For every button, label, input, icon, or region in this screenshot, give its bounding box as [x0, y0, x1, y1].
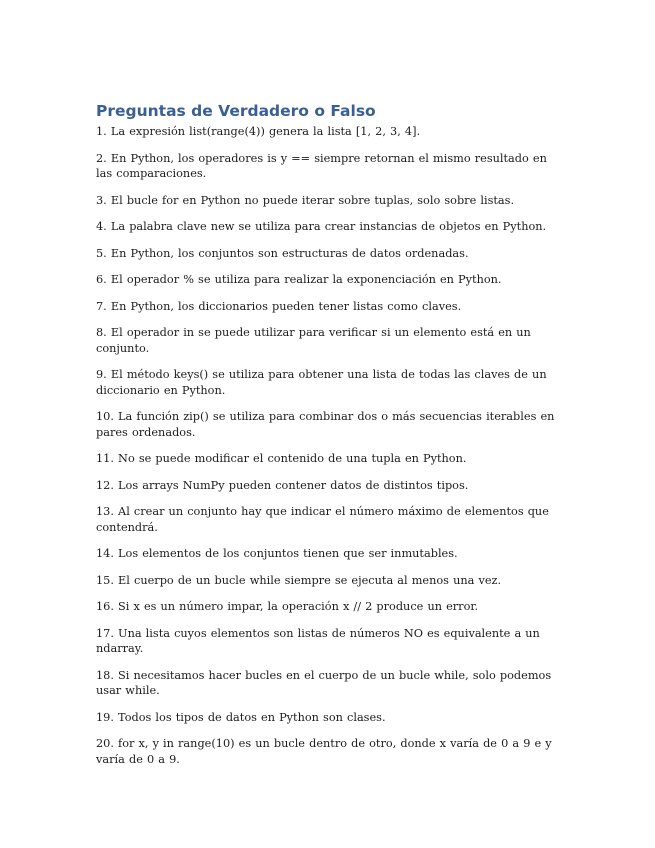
question-3: 3. El bucle for en Python no puede iterar sobre tuplas, solo sobre listas. — [96, 193, 515, 207]
question-6: 6. El operador % se utiliza para realizar la exponenciación en Python. — [96, 273, 502, 286]
question-10: 10. La función zip() se utiliza para combinar dos o más secuencias iterables en pares ordenados. — [96, 410, 555, 439]
question-4: 4. La palabra clave new se utiliza para crear instancias de objetos en Python. — [96, 220, 547, 233]
question-1: 1. La expresión list(range(4)) genera la lista [1, 2, 3, 4]. — [96, 125, 421, 138]
question-14: 14. Los elementos de los conjuntos tienen que ser inmutables. — [96, 547, 458, 560]
question-7: 7. En Python, los diccionarios pueden tener listas como claves. — [96, 299, 462, 313]
question-2: 2. En Python, los operadores is y == siempre retornan el mismo resultado en las comparaciones. — [96, 151, 547, 180]
question-19: 19. Todos los tipos de datos en Python son clases. — [96, 710, 386, 724]
question-list — [96, 124, 564, 767]
question-11: 11. No se puede modificar el contenido de una tupla en Python. — [96, 452, 467, 465]
question-12: 12. Los arrays NumPy pueden contener datos de distintos tipos. — [96, 478, 469, 492]
question-16: 16. Si x es un número impar, la operación x // 2 produce un error. — [96, 600, 479, 613]
question-13: 13. Al crear un conjunto hay que indicar el número máximo de elementos que contendrá. — [96, 505, 549, 534]
question-17: 17. Una lista cuyos elementos son listas de números NO es equivalente a un ndarray. — [96, 626, 540, 655]
question-18: 18. Si necesitamos hacer bucles en el cuerpo de un bucle while, solo podemos usar while. — [96, 668, 552, 697]
question-5: 5. En Python, los conjuntos son estructuras de datos ordenadas. — [96, 246, 469, 260]
question-15: 15. El cuerpo de un bucle while siempre se ejecuta al menos una vez. — [96, 573, 502, 587]
document-title: Preguntas de Verdadero o Falso — [96, 102, 376, 120]
document-content — [96, 101, 564, 778]
question-8: 8. El operador in se puede utilizar para verificar si un elemento está en un conjunto. — [96, 326, 531, 355]
question-9: 9. El método keys() se utiliza para obtener una lista de todas las claves de un diccionario en Python. — [96, 368, 547, 397]
question-20: 20. for x, y in range(10) es un bucle dentro de otro, donde x varía de 0 a 9 e y varía de 0 a 9. — [96, 737, 552, 766]
